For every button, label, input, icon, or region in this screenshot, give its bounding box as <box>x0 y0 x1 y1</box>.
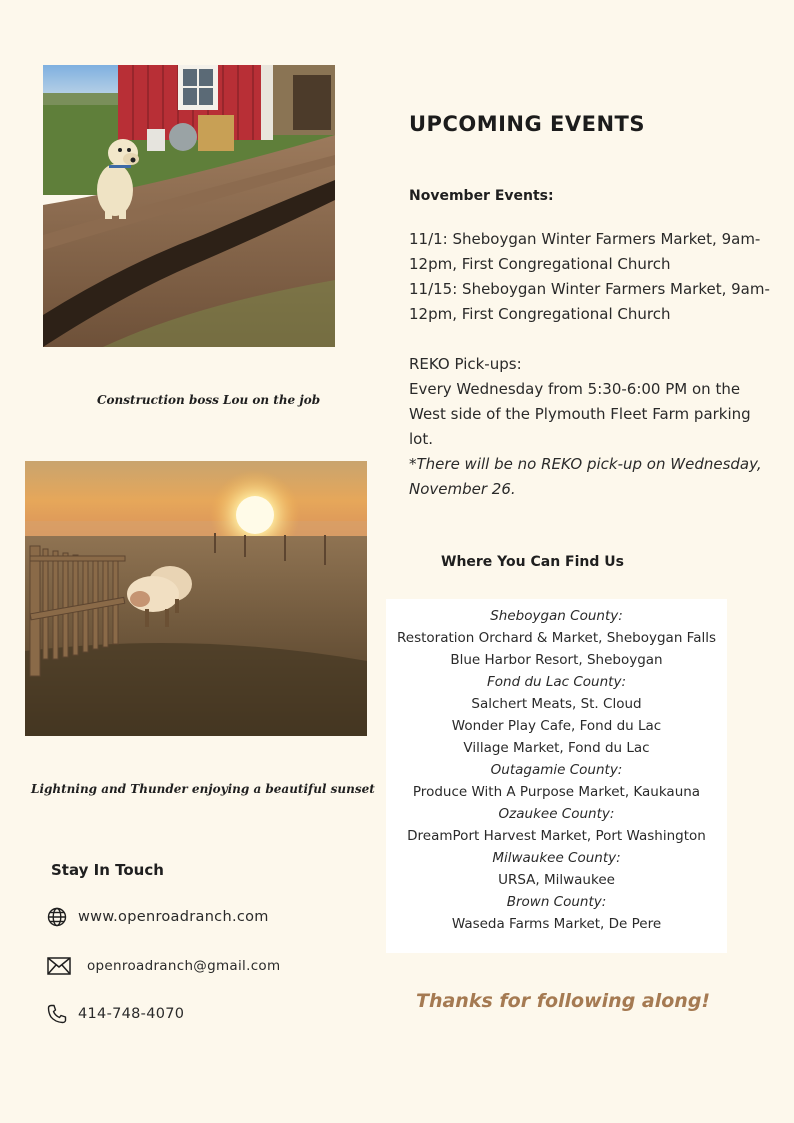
county-heading: Milwaukee County: <box>492 850 621 866</box>
location-item: Village Market, Fond du Lac <box>463 740 650 756</box>
county-heading: Outagamie County: <box>490 762 623 778</box>
find-us-heading: Where You Can Find Us <box>441 554 624 570</box>
reko-text: Every Wednesday from 5:30-6:00 PM on the West side of the Plymouth Fleet Farm parking lot. <box>409 380 751 448</box>
website-link[interactable]: www.openroadranch.com <box>78 909 269 925</box>
county-heading: Sheboygan County: <box>490 608 623 624</box>
dog-photo <box>43 65 335 347</box>
phone-icon <box>46 1003 68 1025</box>
location-item: Blue Harbor Resort, Sheboygan <box>450 652 663 668</box>
phone-number[interactable]: 414-748-4070 <box>78 1006 185 1022</box>
sheep-photo-caption: Lightning and Thunder enjoying a beautiful sunset <box>31 782 375 796</box>
website-row[interactable] <box>46 906 269 928</box>
location-item: Wonder Play Cafe, Fond du Lac <box>451 718 662 734</box>
county-heading: Ozaukee County: <box>498 806 615 822</box>
reko-note-asterisk: * <box>409 455 417 473</box>
email-row[interactable] <box>46 955 280 977</box>
november-events-heading: November Events: <box>409 188 554 204</box>
county-heading: Fond du Lac County: <box>487 674 626 690</box>
find-us-list <box>386 599 727 953</box>
sheep-sunset-photo <box>25 461 367 736</box>
reko-note <box>409 452 771 502</box>
events-body <box>409 227 771 502</box>
dog-photo-caption: Construction boss Lou on the job <box>97 393 321 407</box>
email-link[interactable]: openroadranch@gmail.com <box>87 958 281 974</box>
phone-row[interactable] <box>46 1003 184 1025</box>
location-item: URSA, Milwaukee <box>498 872 615 888</box>
location-item: DreamPort Harvest Market, Port Washington <box>407 828 706 844</box>
mail-icon <box>46 955 72 977</box>
event-item: 11/1: Sheboygan Winter Farmers Market, 9am-12pm, First Congregational Church <box>409 230 761 273</box>
location-item: Salchert Meats, St. Cloud <box>471 696 642 712</box>
stay-in-touch-heading: Stay In Touch <box>51 861 164 879</box>
location-item: Waseda Farms Market, De Pere <box>451 916 662 932</box>
reko-note-text: There will be no REKO pick-up on Wednesday, November 26. <box>409 455 762 498</box>
location-item: Restoration Orchard & Market, Sheboygan Falls <box>396 630 717 646</box>
events-title: UPCOMING EVENTS <box>409 112 646 136</box>
closing-message: Thanks for following along! <box>416 990 711 1012</box>
county-heading: Brown County: <box>506 894 607 910</box>
location-item: Produce With A Purpose Market, Kaukauna <box>412 784 701 800</box>
reko-heading: REKO Pick-ups: <box>409 355 522 373</box>
event-item: 11/15: Sheboygan Winter Farmers Market, 9am-12pm, First Congregational Church <box>409 280 770 323</box>
globe-icon <box>46 906 68 928</box>
